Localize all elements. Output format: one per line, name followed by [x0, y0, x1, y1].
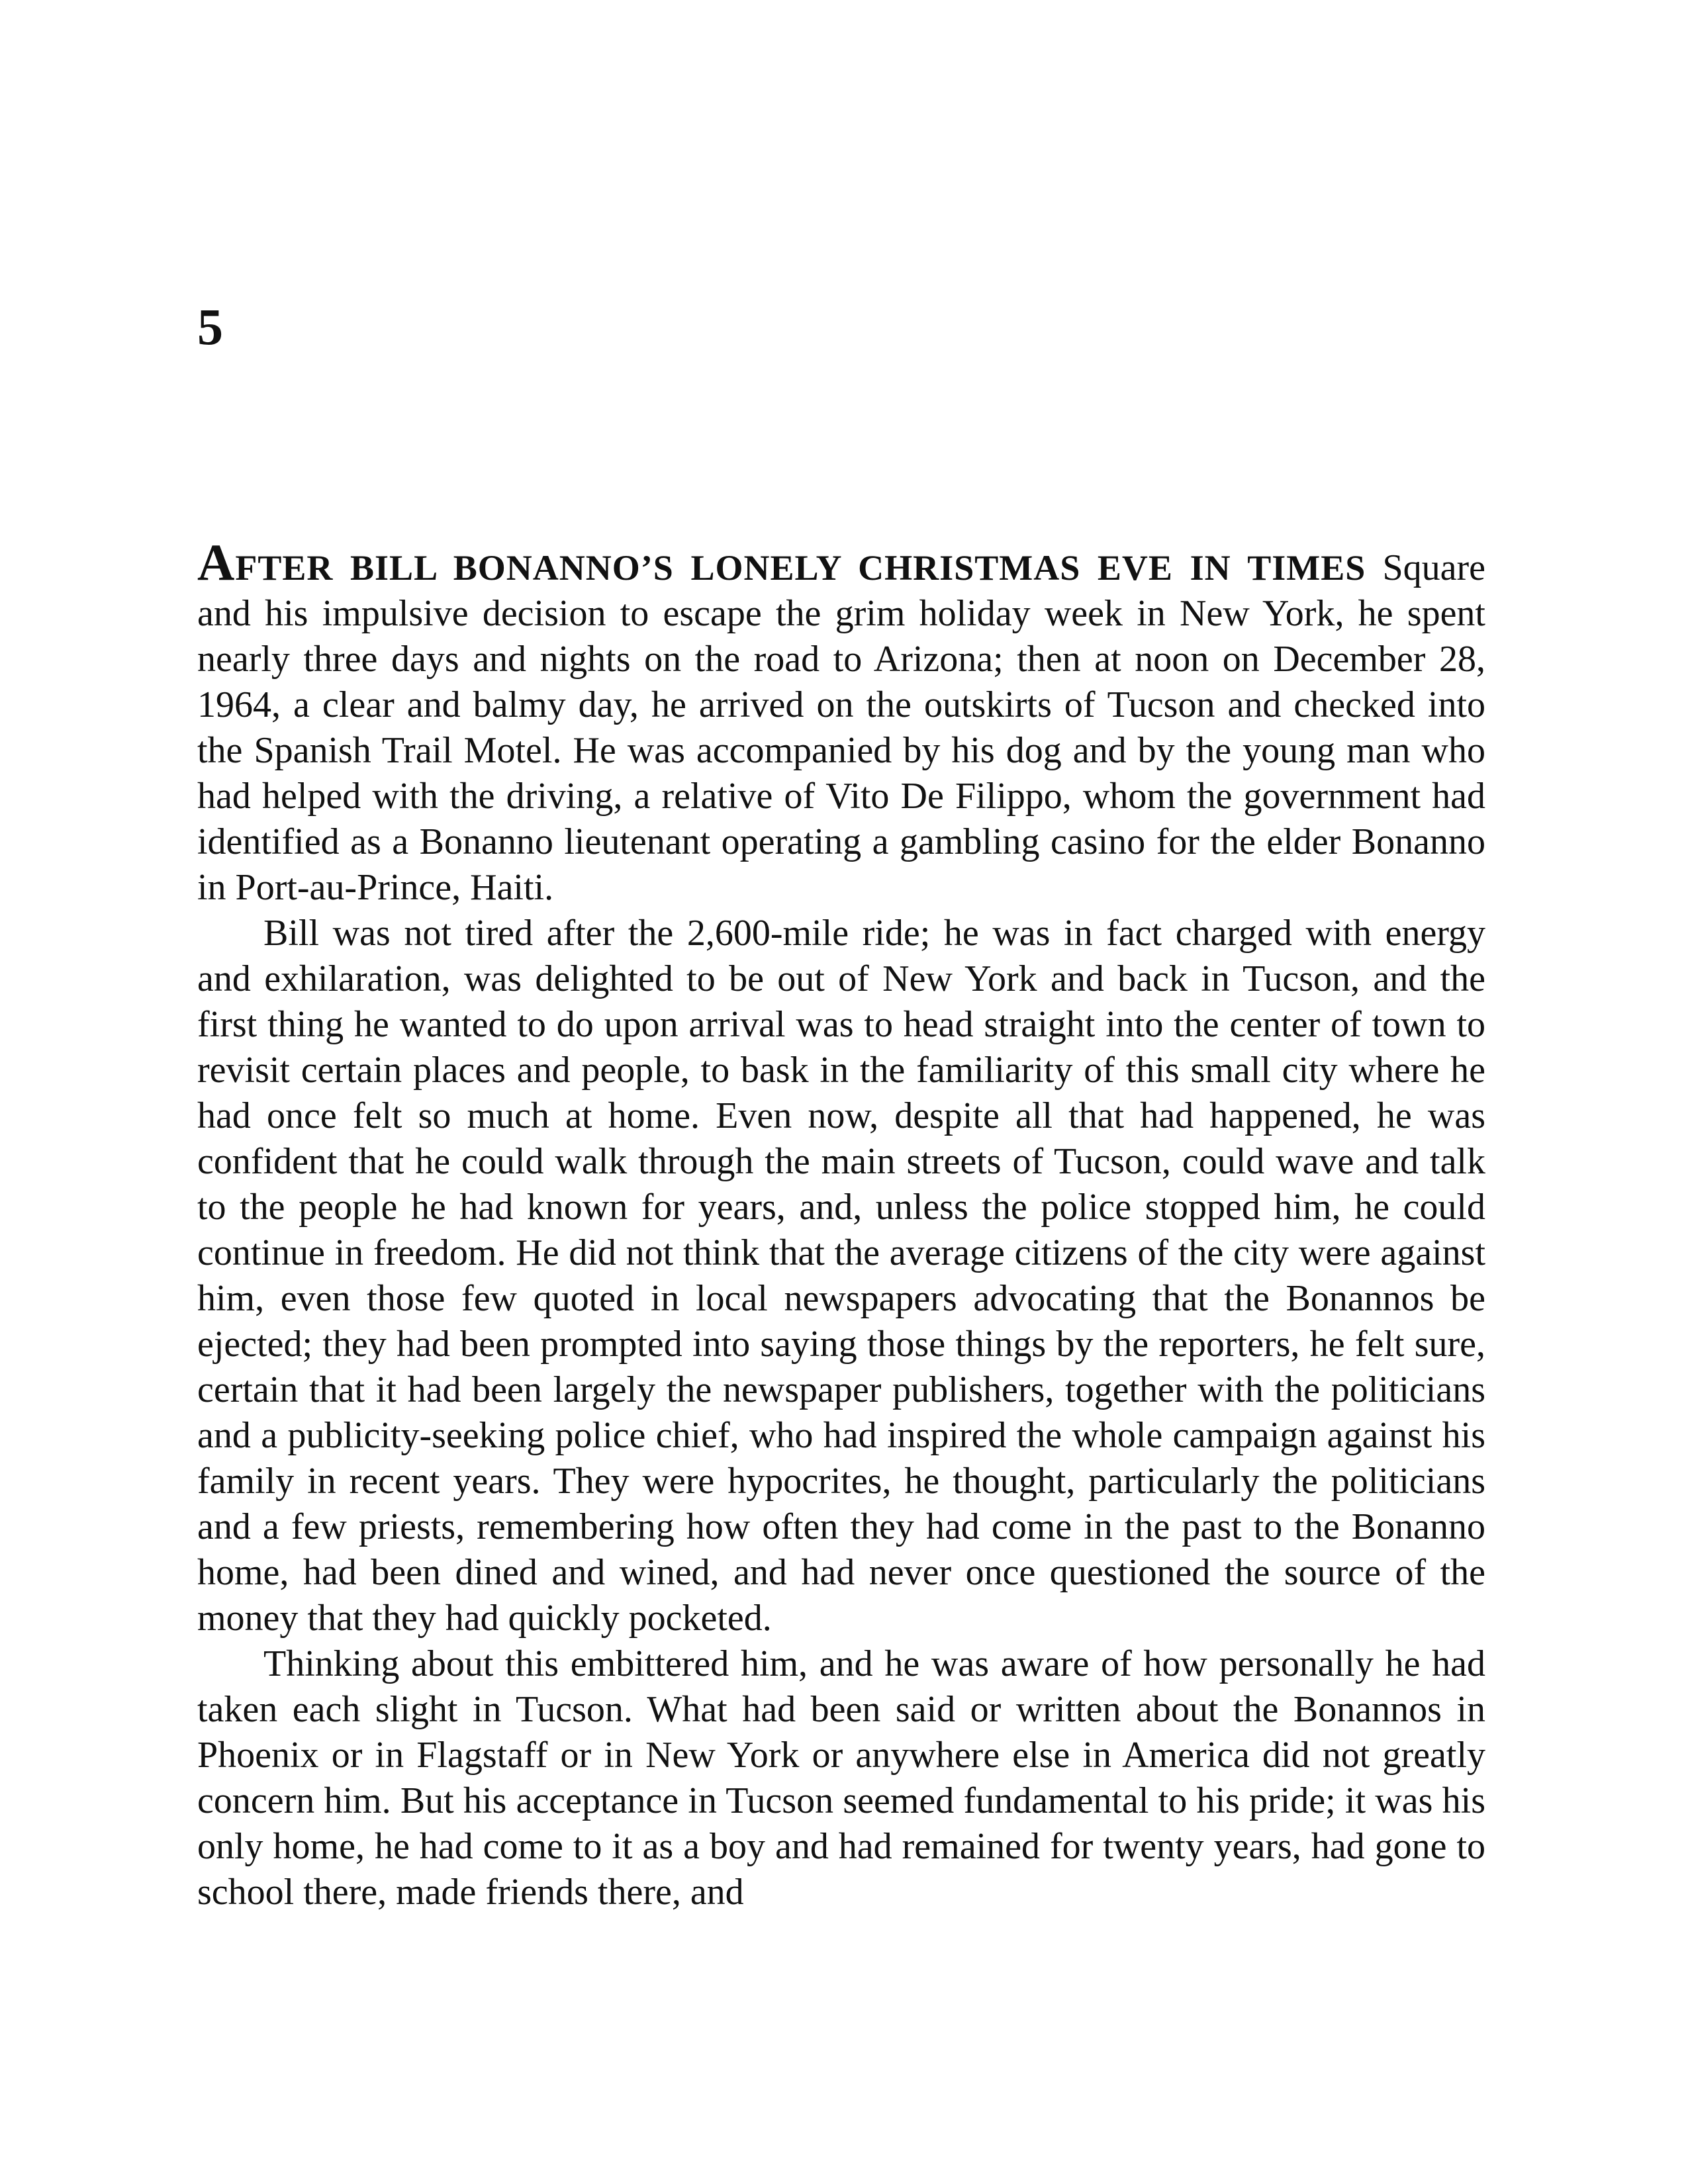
- lead-in-initial: A: [197, 533, 236, 591]
- paragraph-1-text: Square and his impulsive decision to escape the grim holiday week in New York, he spent nearly three days and nights on the road to Arizona; then at noon on December 28, 1964, a clear and balmy day, he arrived on the outskirts of Tucson and checked into the Spanish Trail Motel. He was accompanied by his dog and by the young man who had helped with the driving, a relative of Vito De Filippo, whom the government had identified as a Bonanno lieutenant operating a gambling casino for the elder Bonanno in Port-au-Prince, Haiti.: [197, 547, 1485, 908]
- paragraph-2: Bill was not tired after the 2,600-mile ride; he was in fact charged with energy and exhilaration, was delighted to be out of New York and back in Tucson, and the first thing he wanted to do upon arrival was to head straight into the center of town to revisit certain places and people, to bask in the familiarity of this small city where he had once felt so much at home. Even now, despite all that had happened, he was confident that he could walk through the main streets of Tucson, could wave and talk to the people he had known for years, and, unless the police stopped him, he could continue in freedom. He did not think that the average citizens of the city were against him, even those few quoted in local newspapers advocating that the Bonannos be ejected; they had been prompted into saying those things by the reporters, he felt sure, certain that it had been largely the newspaper publishers, together with the politicians and a publicity-seeking police chief, who had inspired the whole campaign against his family in recent years. They were hypocrites, he thought, particularly the politicians and a few priests, remembering how often they had come in the past to the Bonanno home, had been dined and wined, and had never once questioned the source of the money that they had quickly pocketed.: [197, 913, 1485, 1639]
- paragraph-3: Thinking about this embittered him, and he was aware of how personally he had taken each slight in Tucson. What had been said or written about the Bonannos in Phoenix or in Flagstaff or in New York or anywhere else in America did not greatly concern him. But his acceptance in Tucson seemed fundamental to his pride; it was his only home, he had come to it as a boy and had remained for twenty years, had gone to school there, made friends there, and: [197, 1643, 1485, 1913]
- paragraph-1: [197, 533, 1485, 911]
- lead-in: [197, 533, 1366, 591]
- chapter-number: 5: [197, 298, 223, 355]
- chapter-body: [197, 533, 1485, 1915]
- lead-in-smallcaps: FTER BILL BONANNO’S LONELY CHRISTMAS EVE IN TIMES: [235, 548, 1366, 588]
